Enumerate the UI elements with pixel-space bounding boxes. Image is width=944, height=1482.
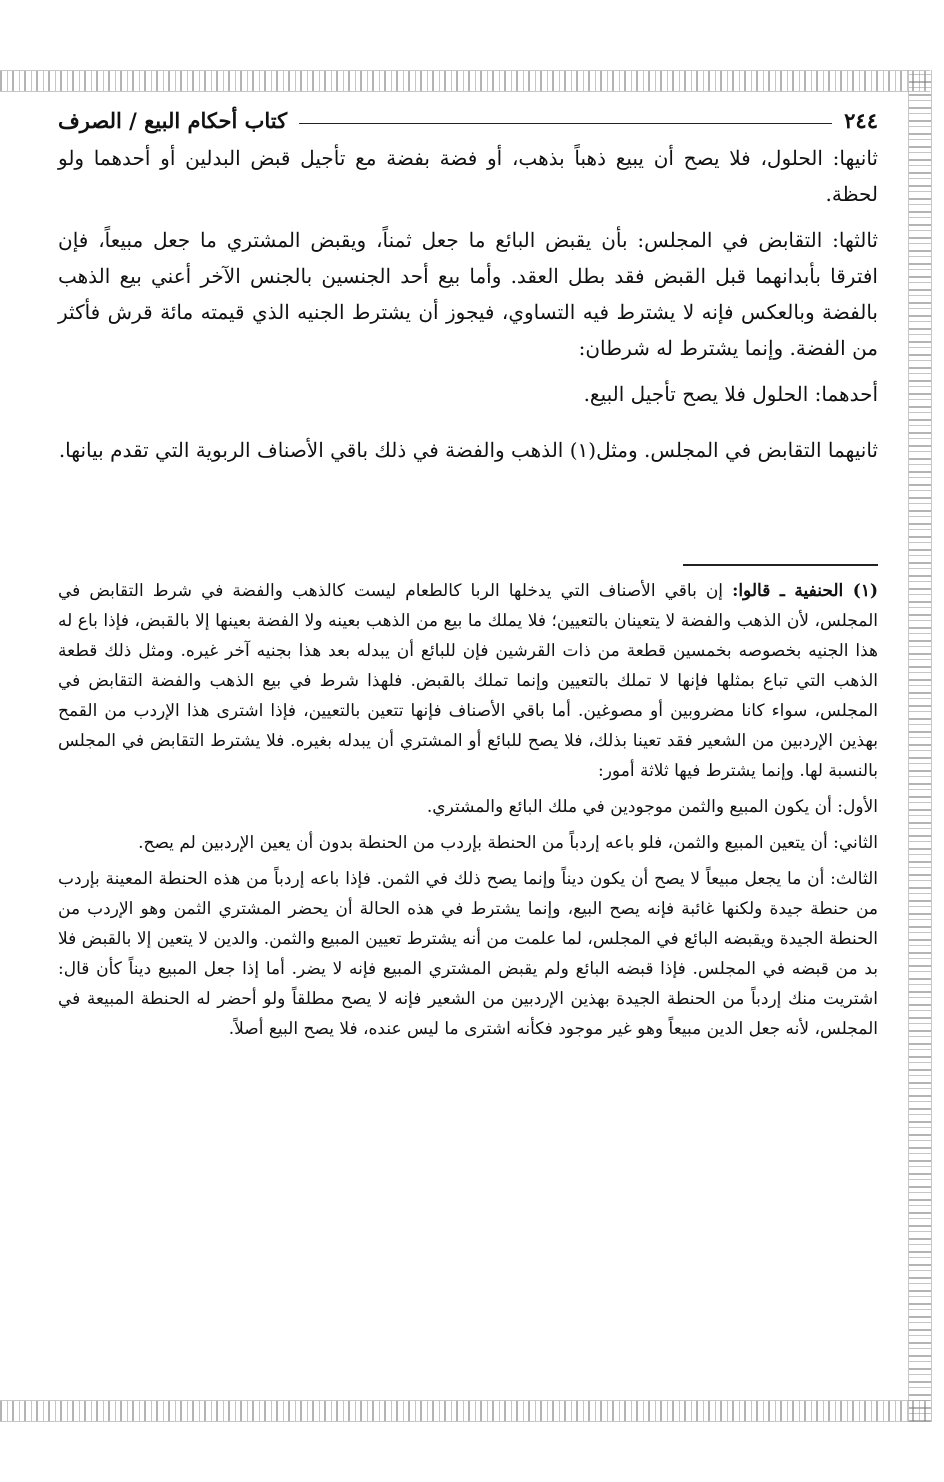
footnote-separator xyxy=(683,564,878,566)
footnote-label: (١) الحنفية ـ قالوا: xyxy=(732,581,878,601)
page-content xyxy=(58,100,878,1050)
main-text xyxy=(58,140,878,468)
footnote-text: إن باقي الأصناف التي يدخلها الربا كالطعام ليست كالذهب والفضة في شرط التقابض في المجلس، لأن الذهب والفضة لا يتعينان بالتعيين؛ فلا يملك ما بيع من الذهب بعينه ولا الفضة بعينها إلا بالقبض، فإذا باع له هذا الجنيه بخصوصه بخمسين قطعة من ذات القرشين فإن للبائع أن يبدله بعد هذا بجنيه آخر غيره. ومثل ذلك قطعة الذهب التي تباع بمثلها فإنها لا تملك بالتعيين وإنما تملك بالقبض. فلهذا شرط في بيع الذهب والفضة التقابض في المجلس، سواء كانا مضروبين أو مصوغين. أما باقي الأصناف فإنها تتعين بالتعيين، فإذا اشترى هذا الإردب من القمح بهذين الإردبين من الشعير فقد تعينا بذلك، فلا يصح للبائع أو المشتري أن يبدله بغيره. فلا يشترط التقابض في المجلس بالنسبة لها. وإنما يشترط فيها ثلاثة أمور: xyxy=(58,581,878,781)
footnote-paragraph: الأول: أن يكون المبيع والثمن موجودين في ملك البائع والمشتري. xyxy=(426,797,878,817)
footnotes xyxy=(58,576,878,1044)
footnote-paragraph: الثالث: أن ما يجعل مبيعاً لا يصح أن يكون ديناً وإنما يصح ذلك في الثمن. فإذا باعه إردباً من هذه الحنطة المعينة بإردب من حنطة جيدة ولكنها غائبة فإنه يصح البيع، وإنما يشترط في هذه الحالة أن يحضر المشتري الثمن وهو الإردب من الحنطة الجيدة ويقبضه البائع في المجلس، لما علمت من أنه يشترط تعيين المبيع والثمن. والدين لا يتعين إلا بالقبض فلا بد من قبضه في المجلس. فإذا قبضه البائع ولم يقبض المشتري المبيع فإنه لا يضر. أما إذا جعل المبيع ديناً كأن قال: اشتريت منك إردباً من الحنطة الجيدة بهذين الإردبين من الشعير فإنه لا يصح مطلقاً ولو أحضر له الحنطة المبيعة في المجلس، لأنه جعل الدين مبيعاً وهو غير موجود فكأنه اشترى ما ليس عنده، فلا يصح البيع أصلاً. xyxy=(58,869,878,1039)
footnote-paragraph: الثاني: أن يتعين المبيع والثمن، فلو باعه إردباً من الحنطة بإردب من الحنطة بدون أن يعين الإردبين لم يصح. xyxy=(138,833,878,853)
main-paragraph: أحدهما: الحلول فلا يصح تأجيل البيع. xyxy=(583,382,878,406)
page-header xyxy=(58,100,878,140)
main-paragraph: ثانيها: الحلول، فلا يصح أن يبيع ذهباً بذهب، أو فضة بفضة مع تأجيل قبض البدلين أو أحدهما ولو لحظة. xyxy=(58,146,878,206)
page-number: ٢٤٤ xyxy=(844,107,878,133)
main-paragraph: ثانيهما التقابض في المجلس. ومثل(١) الذهب والفضة في ذلك باقي الأصناف الربوية التي تقدم بيانها. xyxy=(58,438,878,462)
bottom-ornamental-border xyxy=(0,1400,930,1422)
footnote-paragraph xyxy=(58,576,878,786)
main-paragraph: ثالثها: التقابض في المجلس: بأن يقبض البائع ما جعل ثمناً، ويقبض المشتري ما جعل مبيعاً، فإن افترقا بأبدانهما قبل القبض فقد بطل العقد. وأما بيع أحد الجنسين بالجنس الآخر أعني بيع الذهب بالفضة وبالعكس فإنه لا يشترط فيه التساوي، فيجوز أن يشترط الجنيه الذي قيمته مائة قرش فأكثر من الفضة. وإنما يشترط له شرطان: xyxy=(58,228,878,360)
right-ornamental-border xyxy=(908,70,932,1422)
running-title: كتاب أحكام البيع / الصرف xyxy=(58,107,288,133)
top-ornamental-border xyxy=(0,70,930,92)
header-rule xyxy=(299,123,832,124)
